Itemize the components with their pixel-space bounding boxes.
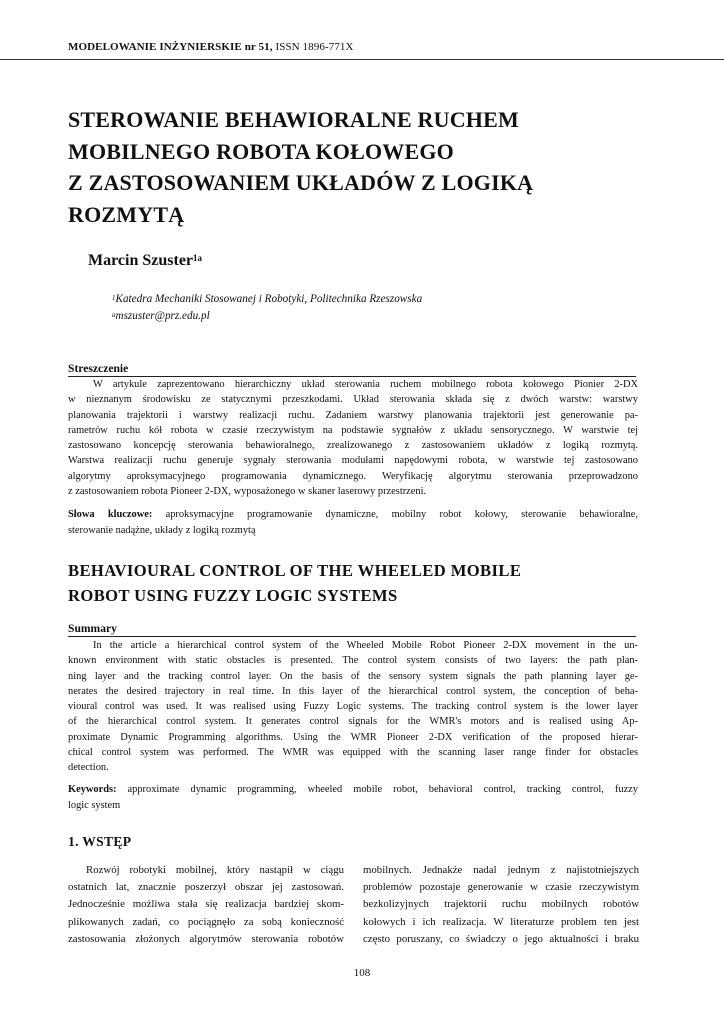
abstract-line: algorytmy aproksymacyjnego programowania dynamicznego. Weryfikację algorytmu sterowania przeprowadzono [68, 470, 638, 482]
keywords-line [68, 782, 638, 798]
abstract-line: Warstwa realizacji ruchu generuje sygnały sterowania modułami napędowymi robota, w warstwie tej zastosowano [68, 455, 638, 467]
abstract-line: w nieznanym środowisku ze statycznymi przeszkodami. Układ sterowania składa się z dwóch warstw: warstwy [68, 394, 638, 406]
author [88, 252, 202, 270]
summary-line: of the hierarchical control system. It generates control signals for the WMR's motors and is realised using Ap- [68, 716, 638, 728]
issn: ISSN 1896-771X [275, 41, 354, 53]
summary-line: nerates the desired trajectory in real time. In this layer of the hierarchical control system, the conception of beha- [68, 685, 638, 697]
section-heading: 1. WSTĘP [68, 834, 132, 849]
summary-rule [68, 636, 636, 637]
email-sup: a [112, 311, 116, 319]
affiliation-sup: 1 [112, 294, 116, 302]
body-line: mobilnych. Jednakże nadal jednym z najistotniejszych [363, 864, 639, 876]
abstract-line: planowania trajektorii i warstwy realizacji ruchu. Zadaniem warstwy planowania trajektorii jest generowanie pa- [68, 409, 638, 421]
header-rule [0, 59, 724, 60]
abstract-english [68, 638, 638, 776]
body-column-right [363, 862, 639, 948]
author-name: Marcin Szuster [88, 252, 194, 269]
streszczenie-heading: Streszczenie [68, 362, 129, 375]
title-pl-line: ROZMYTĄ [68, 201, 185, 227]
keywords-label: Słowa kluczowe: [68, 509, 153, 520]
page-number: 108 [353, 967, 371, 979]
abstract-line: zastosowano koncepcję sterowania behawioralnego, zrealizowanego z zastosowaniem układów z logiką rozmytą. [68, 440, 638, 452]
title-en-line: ROBOT USING FUZZY LOGIC SYSTEMS [68, 585, 398, 605]
keywords-polish [68, 507, 638, 539]
body-line: Rozwój robotyki mobilnej, który nastąpił w ciągu [86, 864, 344, 876]
body-line: często poruszany, co świadczy o jego aktualności i braku [363, 932, 639, 945]
abstract-line: z zastosowaniem robota Pioneer 2-DX, wyposażonego w skaner laserowy przestrzeni. [68, 486, 427, 498]
title-polish [68, 104, 668, 230]
title-english [68, 559, 521, 608]
author-sup: 1a [193, 253, 203, 263]
email-line [112, 308, 422, 325]
summary-line: ning layer and the tracking control layer. On the basis of the sensory system signals the path planning layer ge- [68, 670, 638, 682]
summary-line: In the article a hierarchical control system of the Wheeled Mobile Robot Pioneer 2-DX movement in the un- [93, 640, 638, 651]
summary-line: known environment with static obstacles is presented. The control system consists of two layers: the path plan- [68, 655, 638, 667]
abstract-line: rametrów ruchu kół robota w czasie rzeczywistym na podstawie sygnałów z układu sensorycznego. W warstwie tej [68, 424, 638, 436]
journal-name: MODELOWANIE INŻYNIERSKIE nr 51, [68, 41, 273, 53]
keywords-text: approximate dynamic programming, wheeled mobile robot, behavioral control, tracking control, fuzzy [127, 784, 638, 795]
body-line: bezkolizyjnych trajektorii ruchu mobilnych robotów [363, 898, 639, 911]
body-line: zastosowania złożonych algorytmów sterowania robotów [68, 932, 344, 945]
body-line: problemów pozostaje generowanie w czasie rzeczywistym [363, 881, 639, 894]
keywords-english [68, 782, 638, 814]
keywords-line: sterowanie nadążne, układy z logiką rozmytą [68, 525, 256, 536]
title-pl-line: MOBILNEGO ROBOTA KOŁOWEGO [68, 138, 454, 164]
body-column-left [68, 862, 344, 948]
affiliation [112, 291, 422, 325]
summary-line: detection. [68, 762, 109, 774]
affiliation-line [112, 291, 422, 308]
affiliation-text: Katedra Mechaniki Stosowanej i Robotyki, Politechnika Rzeszowska [115, 293, 423, 305]
body-line: ostatnich lat, znacznie poszerzył obszar jej zastosowań. [68, 881, 344, 894]
body-line: Jednocześnie możliwa stała się realizacja bardziej skom- [68, 898, 344, 911]
keywords-line: logic system [68, 800, 121, 811]
body-line: kołowych i ich realizacja. W literaturze problem ten jest [363, 915, 639, 928]
summary-line: proximate Dynamic Programming algorithms. Using the WMR Pioneer 2-DX verification of the proposed hierar- [68, 731, 638, 743]
body-line: plikowanych zadań, co pociągnęło za sobą konieczność [68, 915, 344, 928]
summary-line: chical control system was performed. The WMR was equipped with the scanning laser range finder for obstacles [68, 747, 638, 759]
author-email[interactable]: mszuster@prz.edu.pl [115, 310, 210, 322]
running-header [68, 41, 354, 53]
keywords-label: Keywords: [68, 784, 117, 795]
keywords-line [68, 507, 638, 523]
title-pl-line: STEROWANIE BEHAWIORALNE RUCHEM [68, 107, 519, 132]
abstract-polish [68, 377, 638, 499]
summary-heading: Summary [68, 622, 117, 635]
abstract-line: W artykule zaprezentowano hierarchiczny układ sterowania ruchem mobilnego robota kołowego Pionier 2-DX [93, 379, 638, 390]
title-pl-line: Z ZASTOSOWANIEM UKŁADÓW Z LOGIKĄ [68, 170, 534, 195]
title-en-line: BEHAVIOURAL CONTROL OF THE WHEELED MOBILE [68, 561, 522, 580]
keywords-text: aproksymacyjne programowanie dynamiczne, mobilny robot kołowy, sterowanie behawioralne, [165, 509, 638, 520]
summary-line: vioural control was used. It was realised using Fuzzy Logic systems. The tracking control system is the lower layer [68, 701, 638, 713]
